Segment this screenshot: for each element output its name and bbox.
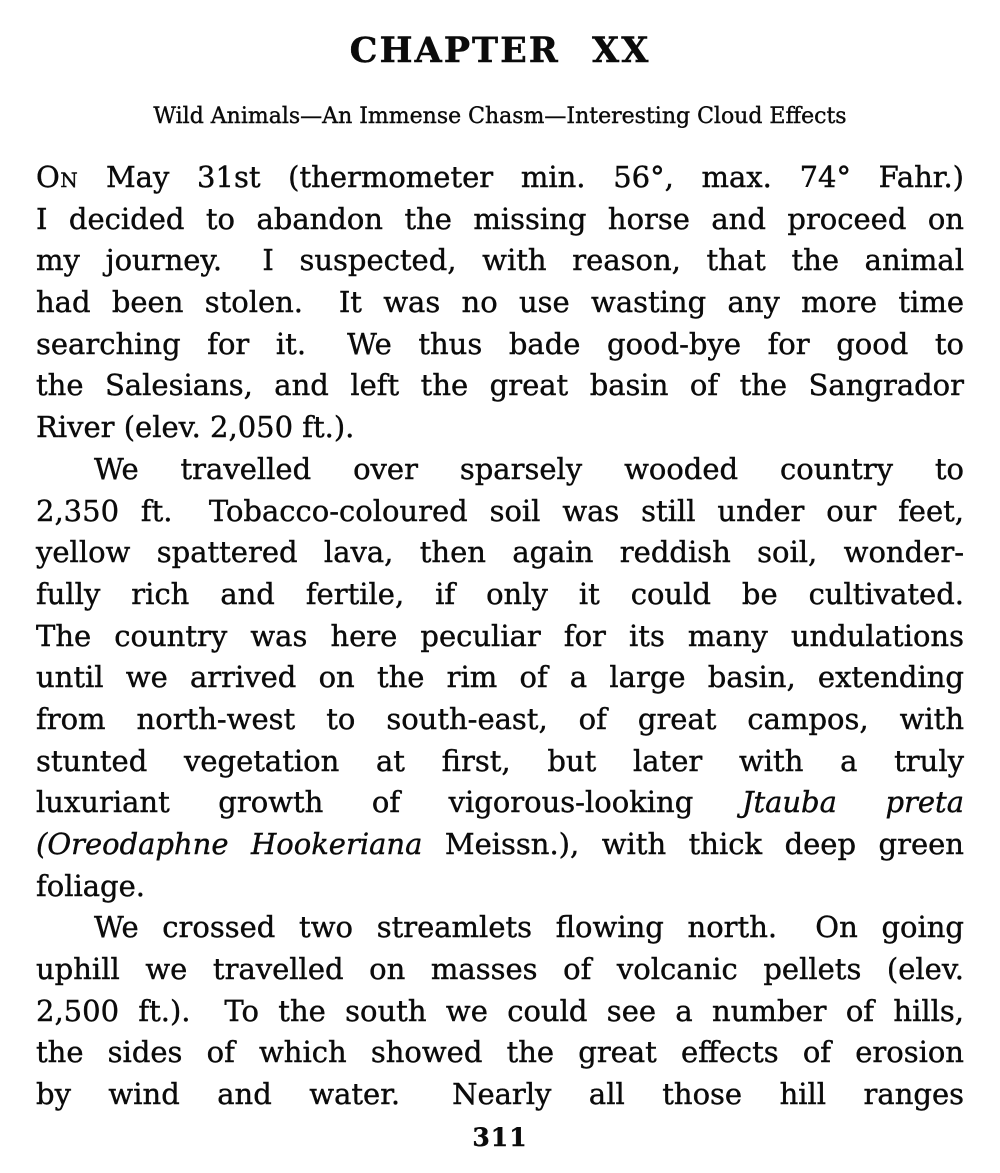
text-segment: The country was here peculiar for its many undulations [36, 618, 964, 653]
text-line [36, 699, 964, 741]
text-segment: foliage. [36, 868, 145, 903]
text-line [36, 157, 964, 199]
text-line [36, 1074, 964, 1116]
text-segment: had been stolen. It was no use wasting any more time [36, 285, 964, 320]
text-segment: the Salesians, and left the great basin of the Sangrador [36, 368, 964, 403]
text-line [36, 532, 964, 574]
chapter-title: CHAPTER XX [349, 30, 651, 71]
body-paragraphs [36, 157, 964, 1116]
text-line [36, 907, 964, 949]
text-line [36, 282, 964, 324]
text-line [36, 240, 964, 282]
text-line [36, 991, 964, 1033]
text-line [36, 199, 964, 241]
text-line [36, 657, 964, 699]
text-segment: stunted vegetation at first, but later with a truly [36, 743, 964, 778]
text-segment: We crossed two streamlets flowing north. On going [94, 910, 964, 945]
text-segment: by wind and water. Nearly all those hill ranges [36, 1077, 964, 1112]
text-segment: the sides of which showed the great effects of erosion [36, 1035, 964, 1070]
text-line [36, 616, 964, 658]
text-segment: until we arrived on the rim of a large basin, extending [36, 660, 964, 695]
text-line [36, 782, 964, 824]
text-segment: my journey. I suspected, with reason, that the animal [36, 243, 964, 278]
paragraph [36, 449, 964, 908]
text-segment: (Oreodaphne Hookeriana [36, 827, 423, 861]
text-segment: Jtauba preta [741, 785, 964, 820]
text-segment: 2,350 ft. Tobacco-coloured soil was still under our feet, [36, 493, 964, 528]
text-segment: On [36, 160, 79, 194]
page-number: 311 [472, 1123, 528, 1152]
text-line [36, 491, 964, 533]
text-line [36, 824, 964, 866]
text-line [36, 449, 964, 491]
paragraph [36, 907, 964, 1115]
text-segment: uphill we travelled on masses of volcanic pellets (elev. [36, 952, 964, 987]
text-line [36, 574, 964, 616]
text-segment: 2,500 ft.). To the south we could see a number of hills, [36, 993, 964, 1028]
text-line [36, 407, 964, 449]
text-line [36, 949, 964, 991]
text-segment: from north-west to south-east, of great campos, with [36, 701, 964, 736]
text-segment: fully rich and fertile, if only it could be cultivated. [36, 576, 964, 611]
text-segment: I decided to abandon the missing horse and proceed on [36, 201, 964, 236]
text-segment: May 31st (thermometer min. 56°, max. 74° Fahr.) [78, 160, 964, 194]
text-segment: Meissn.), with thick deep green [422, 827, 964, 861]
text-segment: searching for it. We thus bade good-bye for good to [36, 326, 964, 361]
chapter-subtitle: Wild Animals—An Immense Chasm—Interesting Cloud Effects [153, 104, 847, 129]
text-line [36, 365, 964, 407]
text-segment: yellow spattered lava, then again reddish soil, wonder- [36, 535, 964, 570]
text-segment: River (elev. 2,050 ft.). [36, 410, 355, 445]
text-line [36, 1032, 964, 1074]
text-segment: luxuriant growth of vigorous-looking [36, 785, 742, 820]
text-line [36, 324, 964, 366]
text-line [36, 866, 964, 908]
paragraph [36, 157, 964, 449]
text-line [36, 741, 964, 783]
text-segment: We travelled over sparsely wooded country to [94, 451, 964, 486]
